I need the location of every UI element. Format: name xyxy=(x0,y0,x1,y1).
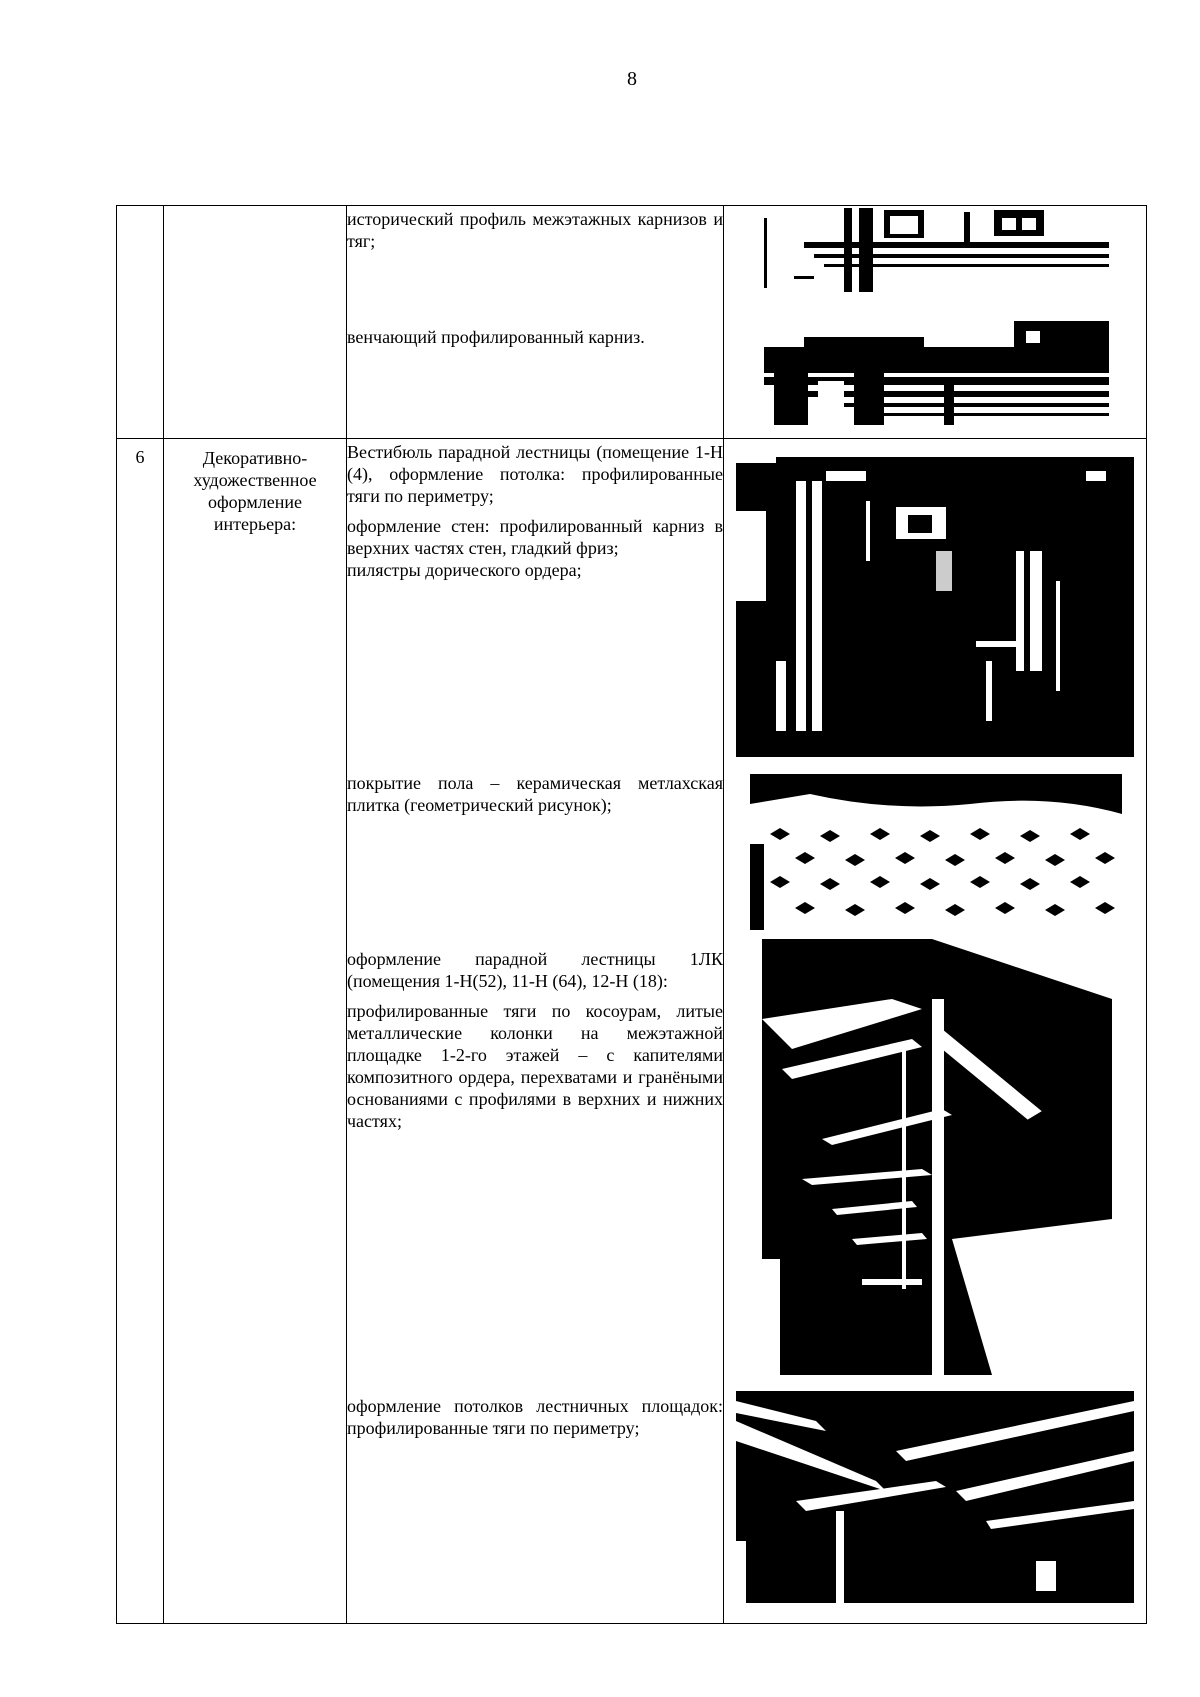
row-number: 6 xyxy=(117,439,164,1624)
page-number: 8 xyxy=(627,68,637,90)
cornice-facade-photo xyxy=(764,208,1109,292)
item-text: профилированные тяги по косоурам, литые металлические колонки на межэтажной площадке 1-2-го этажей – с капителями композитного ордера, перехватами и гранёными основаниями с профилями в верхних и нижних частях; xyxy=(347,1001,723,1131)
vestibule-photo xyxy=(736,441,1134,757)
item-text: покрытие пола – керамическая метлахская плитка (геометрический рисунок); xyxy=(347,773,723,815)
item-text: оформление потолков лестничных площадок: профилированные тяги по периметру; xyxy=(347,1396,723,1438)
row-description xyxy=(347,439,724,1624)
row-description xyxy=(347,206,724,439)
staircase-photo xyxy=(762,939,1112,1375)
monument-features-table xyxy=(116,205,1147,1624)
row-photos xyxy=(724,206,1147,439)
crowning-cornice-photo xyxy=(764,321,1109,425)
landing-ceiling-photo xyxy=(736,1391,1134,1603)
table-row xyxy=(117,206,1147,439)
floor-tile-photo xyxy=(750,774,1122,930)
item-text: исторический профиль межэтажных карнизов и тяг; xyxy=(347,209,723,251)
item-text: Вестибюль парадной лестницы (помещение 1-Н (4), оформление потолка: профилированные тяги по периметру; xyxy=(347,442,723,506)
row-photos xyxy=(724,439,1147,1624)
item-text: венчающий профилированный карниз. xyxy=(347,327,645,347)
item-text: пилястры дорического ордера; xyxy=(347,560,582,580)
item-text: оформление парадной лестницы 1ЛК (помещения 1-Н(52), 11-Н (64), 12-Н (18): xyxy=(347,949,723,991)
row-name xyxy=(164,206,347,439)
table-row xyxy=(117,439,1147,1624)
row-number xyxy=(117,206,164,439)
item-text: оформление стен: профилированный карниз в верхних частях стен, гладкий фриз; xyxy=(347,516,723,558)
row-name: Декоративно-художественное оформление интерьера: xyxy=(164,439,347,1624)
